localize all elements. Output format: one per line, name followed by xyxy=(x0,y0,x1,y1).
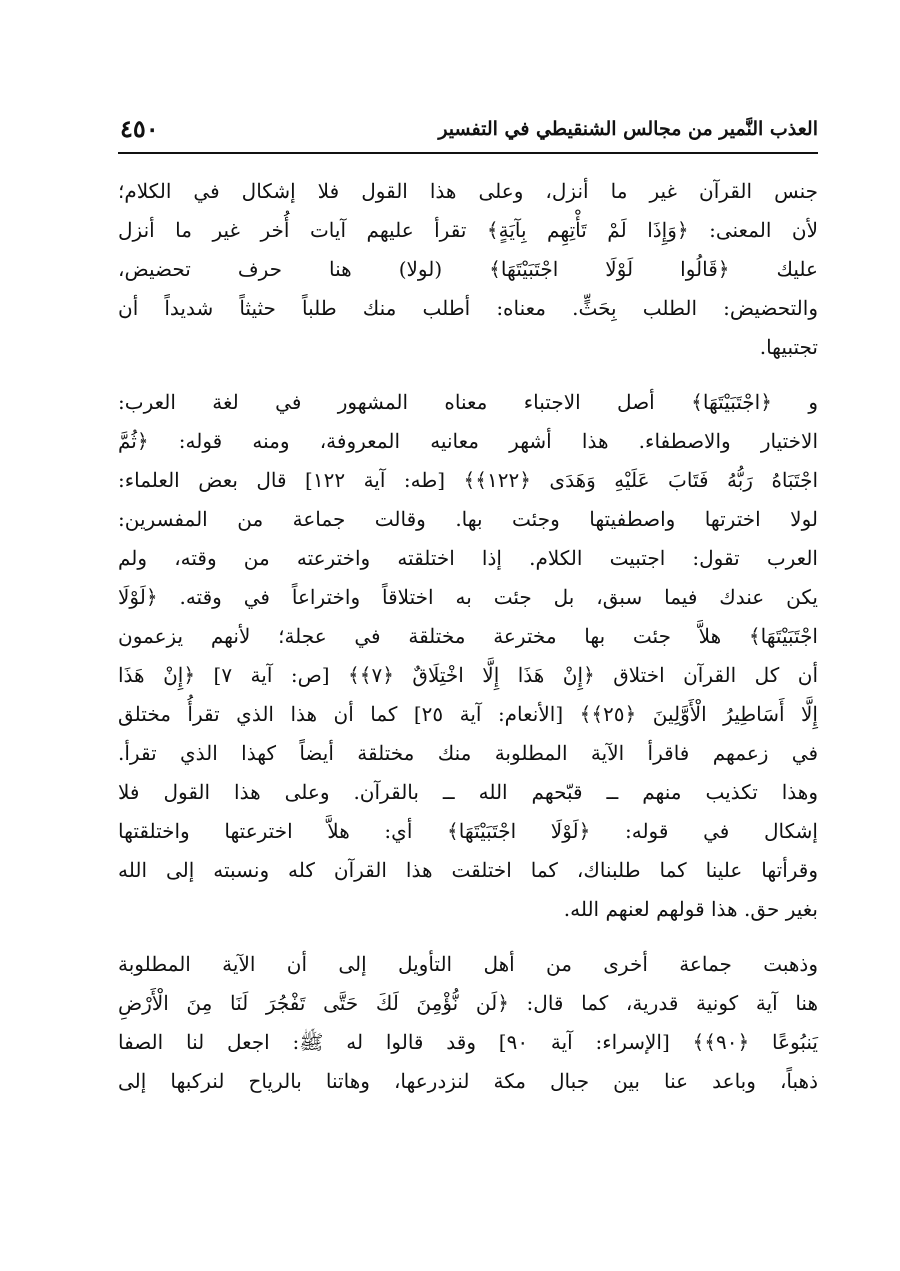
book-page xyxy=(118,112,818,1117)
text-line: لولا اخترتها واصطفيتها وجئت بها. وقالت جماعة من المفسرين: xyxy=(118,507,818,531)
paragraph-2 xyxy=(118,383,818,929)
text-line: في زعمهم فاقرأ الآية المطلوبة منك مختلقة أيضاً كهذا الذي تقرأ. xyxy=(118,741,818,765)
text-line: أن كل القرآن اختلاق ﴿إِنْ هَذَا إِلَّا اخْتِلَاقٌ ﴿٧﴾﴾ [ص: آية ٧] ﴿إِنْ هَذَا xyxy=(118,663,818,687)
text-line: يكن عندك فيما سبق، بل جئت به اختلاقاً واختراعاً في وقته. ﴿لَوْلَا xyxy=(118,585,818,609)
text-line: تجتبيها. xyxy=(759,335,818,359)
page-number: ٤٥٠ xyxy=(120,114,159,143)
text-line: جنس القرآن غير ما أنزل، وعلى هذا القول فلا إشكال في الكلام؛ xyxy=(118,179,818,203)
text-line: إِلَّا أَسَاطِيرُ الْأَوَّلِينَ ﴿٢٥﴾﴾ [الأنعام: آية ٢٥] كما أن هذا الذي تقرأُ مختلق xyxy=(118,702,818,726)
text-line: يَنبُوعًا ﴿٩٠﴾﴾ [الإسراء: آية ٩٠] وقد قالوا له ﷺ: اجعل لنا الصفا xyxy=(118,1030,818,1054)
text-line: ذهباً، وباعد عنا بين جبال مكة لنزدرعها، وهاتنا بالرياح لنركبها إلى xyxy=(118,1069,818,1093)
text-line: والتحضيض: الطلب بِحَثٍّ. معناه: أطلب منك طلباً حثيثاً شديداً أن xyxy=(118,296,818,320)
text-line: لأن المعنى: ﴿وَإِذَا لَمْ تَأْتِهِم بِآيَةٍ﴾ تقرأ عليهم آيات أُخر غير ما أنزل xyxy=(118,218,818,242)
text-line: وقرأتها علينا كما طلبناك، كما اختلقت هذا القرآن كله ونسبته إلى الله xyxy=(118,858,818,882)
text-line: و ﴿اجْتَبَيْتَهَا﴾ أصل الاجتباء معناه المشهور في لغة العرب: xyxy=(118,390,818,414)
running-title: العذب النَّمير من مجالس الشنقيطي في التفسير xyxy=(438,118,818,140)
text-line: هنا آية كونية قدرية، كما قال: ﴿لَن نُّؤْمِنَ لَكَ حَتَّى تَفْجُرَ لَنَا مِنَ الْأَرْضِ xyxy=(118,991,818,1015)
text-line: اجْتَبَاهُ رَبُّهُ فَتَابَ عَلَيْهِ وَهَدَى ﴿١٢٢﴾﴾ [طه: آية ١٢٢] قال بعض العلماء: xyxy=(118,468,819,492)
text-line: إشكال في قوله: ﴿لَوْلَا اجْتَبَيْتَهَا﴾ أي: هلاَّ اخترعتها واختلقتها xyxy=(118,819,818,843)
text-line: عليك ﴿قَالُوا لَوْلَا اجْتَبَيْتَهَا﴾ (لولا) هنا حرف تحضيض، xyxy=(118,257,818,281)
paragraph-3 xyxy=(118,945,818,1101)
text-line: وذهبت جماعة أخرى من أهل التأويل إلى أن الآية المطلوبة xyxy=(118,952,818,976)
text-line: العرب تقول: اجتبيت الكلام. إذا اختلقته واخترعته من وقته، ولم xyxy=(118,546,818,570)
text-line: بغير حق. هذا قولهم لعنهم الله. xyxy=(563,897,818,921)
page-header xyxy=(118,112,818,154)
text-line: الاختيار والاصطفاء. هذا أشهر معانيه المعروفة، ومنه قوله: ﴿ثُمَّ xyxy=(118,429,818,453)
text-line: اجْتَبَيْتَهَا﴾ هلاَّ جئت بها مخترعة مختلقة في عجلة؛ لأنهم يزعمون xyxy=(118,624,818,648)
page-body xyxy=(118,172,818,1101)
paragraph-1 xyxy=(118,172,818,367)
text-line: وهذا تكذيب منهم ــ قبّحهم الله ــ بالقرآن. وعلى هذا القول فلا xyxy=(118,780,818,804)
